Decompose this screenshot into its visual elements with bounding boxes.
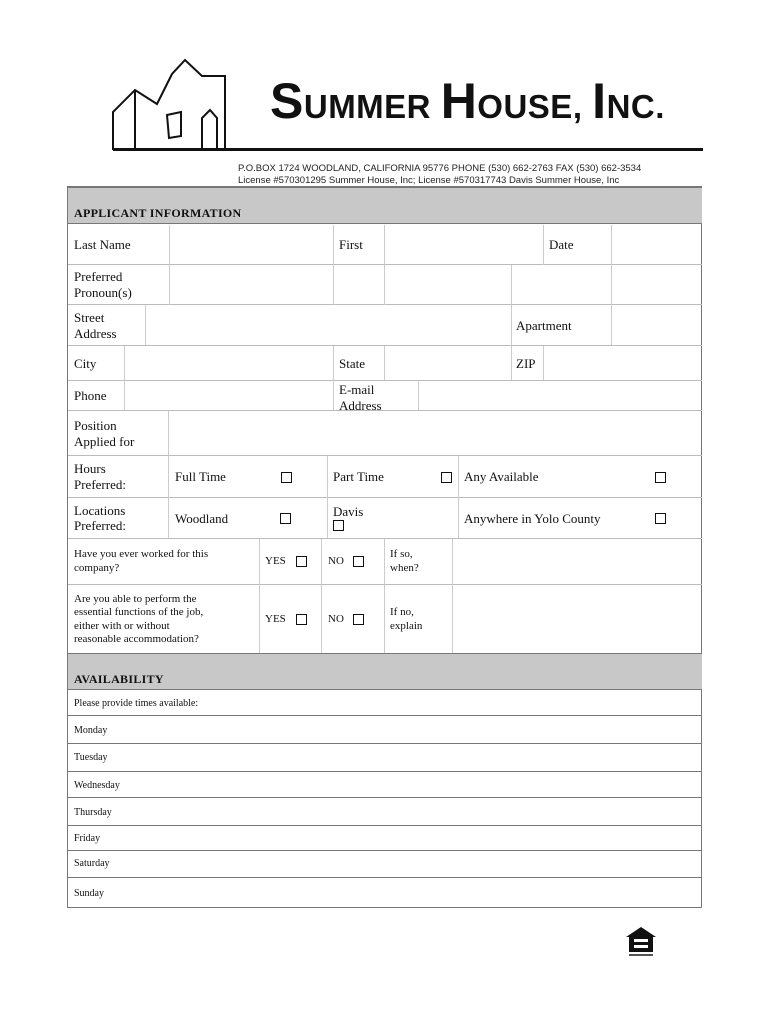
address-line: P.O.BOX 1724 WOODLAND, CALIFORNIA 95776 PHONE (530) 662-2763 FAX (530) 662-3534	[238, 163, 642, 174]
worked-yes-label: YES	[265, 555, 286, 567]
anywhere-yolo-label: Anywhere in Yolo County	[464, 511, 601, 526]
any-available-checkbox[interactable]	[655, 472, 666, 483]
phone-label: Phone	[74, 388, 107, 403]
first-name-label: First	[339, 237, 363, 252]
email-label-2: Address	[339, 398, 382, 413]
company-name: SUMMER HOUSE, INC.	[270, 73, 665, 129]
applicant-section-header: APPLICANT INFORMATION	[68, 187, 702, 224]
if-so-label-2: when?	[390, 562, 419, 574]
street-label-1: Street	[74, 310, 105, 325]
house-logo-icon	[110, 54, 250, 154]
able-question-2: essential functions of the job,	[74, 606, 204, 618]
able-yes-checkbox[interactable]	[296, 614, 307, 625]
worked-before-question-2: company?	[74, 562, 120, 574]
if-so-label-1: If so,	[390, 548, 413, 560]
state-label: State	[339, 356, 365, 371]
availability-prompt: Please provide times available:	[74, 698, 199, 709]
hours-label-2: Preferred:	[74, 477, 126, 492]
availability-section-header: AVAILABILITY	[68, 653, 702, 690]
pronouns-label-1: Preferred	[74, 269, 123, 284]
email-label-1: E-mail	[339, 382, 375, 397]
full-time-checkbox[interactable]	[281, 472, 292, 483]
able-question-3: either with or without	[74, 620, 170, 632]
position-label-2: Applied for	[74, 434, 135, 449]
license-line: License #570301295 Summer House, Inc; License #570317743 Davis Summer House, Inc	[238, 175, 620, 186]
position-label-1: Position	[74, 418, 117, 433]
full-time-label: Full Time	[175, 469, 226, 484]
city-label: City	[74, 356, 97, 371]
woodland-label: Woodland	[175, 511, 229, 526]
day-tuesday: Tuesday	[74, 752, 108, 763]
if-no-label-2: explain	[390, 620, 423, 632]
day-monday: Monday	[74, 725, 108, 736]
street-label-2: Address	[74, 326, 117, 341]
part-time-checkbox[interactable]	[441, 472, 452, 483]
last-name-label: Last Name	[74, 237, 131, 252]
day-sunday: Sunday	[74, 888, 104, 899]
worked-yes-checkbox[interactable]	[296, 556, 307, 567]
date-label: Date	[549, 237, 574, 252]
pronouns-label-2: Pronoun(s)	[74, 285, 132, 300]
day-wednesday: Wednesday	[74, 780, 120, 791]
davis-checkbox[interactable]	[333, 520, 344, 531]
worked-no-label: NO	[328, 555, 344, 567]
locations-label-2: Preferred:	[74, 518, 126, 533]
able-question-1: Are you able to perform the	[74, 593, 197, 605]
any-available-label: Any Available	[464, 469, 539, 484]
able-no-label: NO	[328, 613, 344, 625]
day-friday: Friday	[74, 833, 101, 844]
worked-before-question-1: Have you ever worked for this	[74, 548, 209, 560]
part-time-label: Part Time	[333, 469, 384, 484]
zip-label: ZIP	[516, 356, 536, 371]
day-thursday: Thursday	[74, 807, 112, 818]
worked-no-checkbox[interactable]	[353, 556, 364, 567]
anywhere-yolo-checkbox[interactable]	[655, 513, 666, 524]
woodland-checkbox[interactable]	[280, 513, 291, 524]
header-rule	[113, 148, 703, 151]
davis-label: Davis	[333, 504, 364, 519]
able-no-checkbox[interactable]	[353, 614, 364, 625]
day-saturday: Saturday	[74, 858, 110, 869]
equal-housing-opportunity-icon	[624, 925, 658, 959]
apartment-label: Apartment	[516, 318, 572, 333]
hours-label-1: Hours	[74, 461, 106, 476]
if-no-label-1: If no,	[390, 606, 414, 618]
locations-label-1: Locations	[74, 503, 126, 518]
able-question-4: reasonable accommodation?	[74, 633, 199, 645]
able-yes-label: YES	[265, 613, 286, 625]
